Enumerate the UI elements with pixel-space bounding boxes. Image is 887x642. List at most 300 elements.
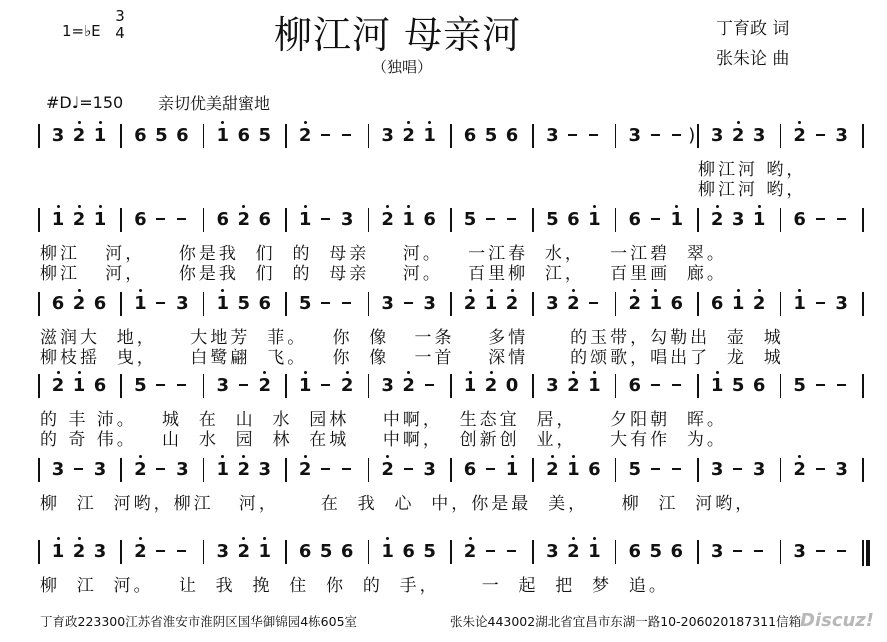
octave-dot: [78, 537, 81, 540]
barline: [450, 540, 452, 564]
note: 1: [423, 125, 436, 146]
lyric-row5: 柳 江 河哟，柳江 河， 在 我 心 中，你是最 美， 柳 江 河哟，: [40, 494, 756, 514]
note: 1: [649, 293, 663, 314]
note: 1: [731, 293, 745, 314]
note: 1: [505, 459, 519, 480]
dash-sustain: [425, 384, 434, 386]
dash-sustain: [342, 134, 351, 136]
note: 5: [423, 541, 436, 562]
barline: [203, 374, 205, 398]
note: 3: [381, 293, 394, 314]
note: 2: [72, 209, 86, 230]
note: 2: [628, 293, 642, 314]
lyric-row4-verse1: 的 丰 沛。 城 在 山 水 园林 中啊， 生态宜 居， 夕阳朝 晖。: [40, 410, 727, 430]
barline: [780, 374, 782, 398]
note: 3: [216, 375, 230, 396]
octave-dot: [716, 205, 719, 208]
octave-dot: [737, 121, 740, 124]
octave-dot: [758, 205, 761, 208]
octave-dot: [511, 455, 514, 458]
expression-marking: 亲切优美甜蜜地: [158, 94, 271, 113]
octave-dot: [78, 289, 81, 292]
note: 6: [93, 293, 107, 314]
barline: [120, 124, 122, 148]
octave-dot: [99, 205, 102, 208]
note: 3: [381, 125, 394, 146]
lyric-row2-verse1: 柳江 河， 你是我 们 的 母亲 河。 一江春 水， 一江碧 翠。: [40, 244, 727, 264]
note: 2: [134, 459, 147, 480]
octave-dot: [572, 371, 575, 374]
octave-dot: [716, 371, 719, 374]
dash-sustain: [239, 384, 248, 386]
barline: [780, 458, 782, 482]
barline: [120, 374, 122, 398]
dash-sustain: [342, 302, 351, 304]
note: 1: [588, 541, 601, 562]
octave-dot: [304, 205, 307, 208]
octave-dot: [304, 455, 307, 458]
octave-dot: [737, 289, 740, 292]
note: 1: [402, 209, 415, 230]
note: 6: [628, 375, 642, 396]
dash-sustain: [651, 218, 660, 220]
note: 3: [835, 125, 848, 146]
octave-dot: [572, 537, 575, 540]
octave-dot: [572, 455, 575, 458]
note: 3: [216, 541, 230, 562]
note: 6: [670, 541, 684, 562]
barline: [203, 124, 205, 148]
note: 3: [423, 293, 436, 314]
dash-sustain: [342, 468, 351, 470]
dash-sustain: [672, 468, 681, 470]
barline: [862, 124, 864, 148]
note: 6: [463, 125, 477, 146]
note: 5: [155, 125, 168, 146]
dash-sustain: [816, 468, 825, 470]
dash-sustain: [816, 134, 825, 136]
note: 1: [588, 209, 601, 230]
note: 2: [567, 375, 580, 396]
dash-sustain: [404, 302, 413, 304]
note: 2: [72, 541, 86, 562]
octave-dot: [139, 537, 142, 540]
barline: [285, 208, 287, 232]
note: 1: [258, 541, 272, 562]
dash-sustain: [651, 134, 660, 136]
note: 2: [72, 125, 86, 146]
note: 2: [505, 293, 519, 314]
note: 2: [567, 541, 580, 562]
barline: [697, 374, 699, 398]
dash-sustain: [589, 134, 598, 136]
octave-dot: [469, 537, 472, 540]
meter-bottom: 4: [115, 24, 125, 42]
lyric-intro-verse2: 柳江河 哟，: [698, 180, 807, 200]
barline: [285, 374, 287, 398]
note: 3: [51, 125, 65, 146]
note: 2: [567, 293, 580, 314]
dash-sustain: [486, 468, 495, 470]
note: 3: [710, 459, 724, 480]
note: 1: [216, 125, 230, 146]
barline: [780, 540, 782, 564]
meter-top: 3: [115, 7, 125, 25]
octave-dot: [304, 371, 307, 374]
barline: [532, 540, 534, 564]
dash-sustain: [816, 384, 825, 386]
note: 3: [546, 125, 559, 146]
note: 3: [51, 459, 65, 480]
octave-dot: [78, 121, 81, 124]
note: 6: [258, 209, 272, 230]
barline: [450, 124, 452, 148]
footer-address-composer: 张朱论443002湖北省宜昌市东湖一路10-206020187311信箱: [450, 614, 802, 629]
footer-address-lyricist: 丁育政223300江苏省淮安市淮阴区国华御锦园4栋605室: [40, 614, 358, 629]
barline: [697, 208, 699, 232]
dash-sustain: [651, 384, 660, 386]
barline: [368, 374, 370, 398]
note: 5: [793, 375, 806, 396]
octave-dot: [57, 205, 60, 208]
barline: [615, 292, 617, 316]
note: 2: [752, 293, 766, 314]
barline: [862, 374, 864, 398]
lyric-row3-verse1: 滋润大 地， 大地芳 菲。 你 像 一条 多情 的玉带，勾勒出 壶 城: [40, 328, 784, 348]
dash-sustain: [816, 550, 825, 552]
note: 5: [731, 375, 745, 396]
note: 0: [505, 375, 519, 396]
note: 6: [51, 293, 65, 314]
note: 5: [319, 541, 333, 562]
tempo-marking: #D♩=150: [46, 93, 124, 112]
note: 2: [237, 209, 251, 230]
barline: [38, 374, 40, 398]
note: 6: [216, 209, 230, 230]
octave-dot: [78, 371, 81, 374]
dash-sustain: [837, 384, 846, 386]
note: 2: [402, 375, 415, 396]
note: 1: [298, 209, 312, 230]
dash-sustain: [672, 134, 681, 136]
note: 1: [567, 459, 580, 480]
dash-sustain: [507, 218, 516, 220]
note: 5: [628, 459, 642, 480]
notation-row: [38, 124, 862, 150]
barline: [38, 208, 40, 232]
lyric-row4-verse2: 的 奇 伟。 山 水 园 林 在城 中啊， 创新创 业， 大有作 为。: [40, 430, 727, 450]
note: 6: [176, 125, 189, 146]
note: 3: [835, 293, 848, 314]
note: 3: [752, 459, 766, 480]
dash-sustain: [156, 384, 165, 386]
note: 2: [381, 209, 394, 230]
note: 1: [670, 209, 684, 230]
song-title: 柳江河 母亲河: [274, 13, 522, 57]
note: 5: [258, 125, 272, 146]
note: 2: [258, 375, 272, 396]
barline: [615, 124, 617, 148]
notation-row: [38, 292, 862, 318]
dash-sustain: [404, 468, 413, 470]
note: 6: [710, 293, 724, 314]
composer-credit: 张朱论 曲: [716, 49, 790, 69]
note: 6: [588, 459, 601, 480]
note: 1: [216, 293, 230, 314]
octave-dot: [139, 289, 142, 292]
dash-sustain: [507, 550, 516, 552]
dash-sustain: [589, 302, 598, 304]
note: 3: [176, 293, 189, 314]
note: 1: [484, 293, 498, 314]
barline: [285, 292, 287, 316]
octave-dot: [490, 371, 493, 374]
barline: [368, 540, 370, 564]
barline: [203, 540, 205, 564]
octave-dot: [593, 537, 596, 540]
octave-dot: [572, 289, 575, 292]
dash-sustain: [733, 468, 742, 470]
note: 5: [546, 209, 559, 230]
note: 6: [134, 125, 147, 146]
final-barline-thick: [866, 540, 870, 566]
barline: [697, 124, 699, 148]
note: 3: [710, 125, 724, 146]
note: 1: [588, 375, 601, 396]
dash-sustain: [177, 550, 186, 552]
dash-sustain: [321, 302, 330, 304]
note: 3: [546, 541, 559, 562]
barline: [450, 374, 452, 398]
note: 6: [567, 209, 580, 230]
note: 1: [381, 541, 394, 562]
note: 3: [93, 459, 107, 480]
note: 5: [484, 125, 498, 146]
octave-dot: [304, 121, 307, 124]
note: 1: [51, 541, 65, 562]
barline: [532, 292, 534, 316]
octave-dot: [469, 371, 472, 374]
dash-sustain: [156, 302, 165, 304]
barline: [285, 124, 287, 148]
barline: [450, 208, 452, 232]
barline: [38, 458, 40, 482]
octave-dot: [490, 289, 493, 292]
lyricist-credit: 丁育政 词: [716, 19, 790, 39]
note: 1: [298, 375, 312, 396]
dash-sustain: [733, 550, 742, 552]
dash-sustain: [321, 134, 330, 136]
repeat-paren: ): [688, 125, 696, 146]
note: 2: [731, 125, 745, 146]
note: 3: [628, 125, 642, 146]
dash-sustain: [156, 218, 165, 220]
barline: [120, 208, 122, 232]
octave-dot: [139, 455, 142, 458]
barline: [203, 292, 205, 316]
barline: [697, 458, 699, 482]
dash-sustain: [321, 468, 330, 470]
dash-sustain: [754, 550, 763, 552]
barline: [38, 292, 40, 316]
note: 3: [258, 459, 272, 480]
note: 6: [463, 459, 477, 480]
octave-dot: [593, 371, 596, 374]
note: 6: [298, 541, 312, 562]
barline: [697, 292, 699, 316]
octave-dot: [78, 205, 81, 208]
note: 3: [176, 459, 189, 480]
note: 6: [258, 293, 272, 314]
note: 6: [752, 375, 766, 396]
dash-sustain: [651, 468, 660, 470]
notation-row: [38, 208, 862, 234]
barline: [368, 458, 370, 482]
barline: [780, 292, 782, 316]
note: 3: [546, 375, 559, 396]
note: 1: [752, 209, 766, 230]
note: 1: [216, 459, 230, 480]
barline: [780, 124, 782, 148]
dash-sustain: [74, 468, 83, 470]
time-signature: [113, 8, 127, 42]
note: 5: [237, 293, 251, 314]
note: 3: [381, 375, 394, 396]
barline: [615, 208, 617, 232]
barline: [203, 208, 205, 232]
barline: [532, 124, 534, 148]
note: 1: [710, 375, 724, 396]
note: 2: [710, 209, 724, 230]
note: 6: [628, 209, 642, 230]
octave-dot: [57, 537, 60, 540]
barline: [780, 208, 782, 232]
dash-sustain: [816, 302, 825, 304]
note: 2: [51, 375, 65, 396]
barline: [368, 208, 370, 232]
octave-dot: [511, 289, 514, 292]
note: 2: [237, 541, 251, 562]
barline: [532, 374, 534, 398]
barline: [532, 458, 534, 482]
notation-row: [38, 458, 862, 484]
note: 3: [793, 541, 806, 562]
dash-sustain: [816, 218, 825, 220]
barline: [368, 124, 370, 148]
dash-sustain: [568, 134, 577, 136]
notation-row: [38, 540, 862, 566]
barline: [38, 540, 40, 564]
note: 6: [134, 209, 147, 230]
dash-sustain: [837, 550, 846, 552]
barline: [38, 124, 40, 148]
lyric-row6: 柳 江 河。 让 我 挽 住 你 的 手， 一 起 把 梦 追。: [40, 576, 669, 596]
watermark: Discuz!: [800, 610, 874, 631]
note: 2: [484, 375, 498, 396]
barline: [532, 208, 534, 232]
barline: [120, 540, 122, 564]
note: 3: [752, 125, 766, 146]
barline: [368, 292, 370, 316]
note: 3: [710, 541, 724, 562]
note: 5: [134, 375, 147, 396]
note: 1: [72, 375, 86, 396]
dash-sustain: [321, 384, 330, 386]
note: 3: [731, 209, 745, 230]
note: 6: [670, 293, 684, 314]
barline: [450, 292, 452, 316]
barline: [615, 374, 617, 398]
octave-dot: [593, 205, 596, 208]
note: 5: [463, 209, 477, 230]
note: 2: [463, 293, 477, 314]
note: 2: [463, 541, 477, 562]
key-signature: 1=♭E: [62, 22, 101, 40]
notation-row: [38, 374, 862, 400]
note: 2: [793, 459, 806, 480]
barline: [862, 458, 864, 482]
note: 2: [298, 459, 312, 480]
note: 2: [402, 125, 415, 146]
barline: [285, 540, 287, 564]
dash-sustain: [156, 550, 165, 552]
dash-sustain: [672, 384, 681, 386]
octave-dot: [57, 371, 60, 374]
barline: [697, 540, 699, 564]
barline: [203, 458, 205, 482]
note: 2: [237, 459, 251, 480]
final-barline-thin: [862, 540, 864, 566]
octave-dot: [346, 371, 349, 374]
note: 3: [835, 459, 848, 480]
note: 2: [134, 541, 147, 562]
note: 2: [546, 459, 559, 480]
song-subtitle: （独唱）: [372, 58, 433, 76]
dash-sustain: [156, 468, 165, 470]
note: 3: [546, 293, 559, 314]
note: 6: [402, 541, 415, 562]
lyric-row2-verse2: 柳江 河， 你是我 们 的 母亲 河。 百里柳 江， 百里画 廊。: [40, 264, 727, 284]
note: 1: [463, 375, 477, 396]
octave-dot: [469, 289, 472, 292]
note: 2: [793, 125, 806, 146]
note: 6: [505, 125, 519, 146]
octave-dot: [99, 121, 102, 124]
note: 2: [381, 459, 394, 480]
note: 1: [93, 125, 107, 146]
note: 6: [237, 125, 251, 146]
dash-sustain: [177, 218, 186, 220]
note: 3: [93, 541, 107, 562]
barline: [120, 292, 122, 316]
note: 6: [628, 541, 642, 562]
note: 5: [298, 293, 312, 314]
note: 1: [93, 209, 107, 230]
octave-dot: [758, 289, 761, 292]
note: 2: [298, 125, 312, 146]
barline: [615, 458, 617, 482]
dash-sustain: [177, 384, 186, 386]
octave-dot: [551, 455, 554, 458]
note: 6: [423, 209, 436, 230]
note: 6: [340, 541, 354, 562]
note: 1: [134, 293, 147, 314]
note: 6: [793, 209, 806, 230]
barline: [450, 458, 452, 482]
note: 3: [340, 209, 354, 230]
note: 2: [340, 375, 354, 396]
note: 1: [51, 209, 65, 230]
